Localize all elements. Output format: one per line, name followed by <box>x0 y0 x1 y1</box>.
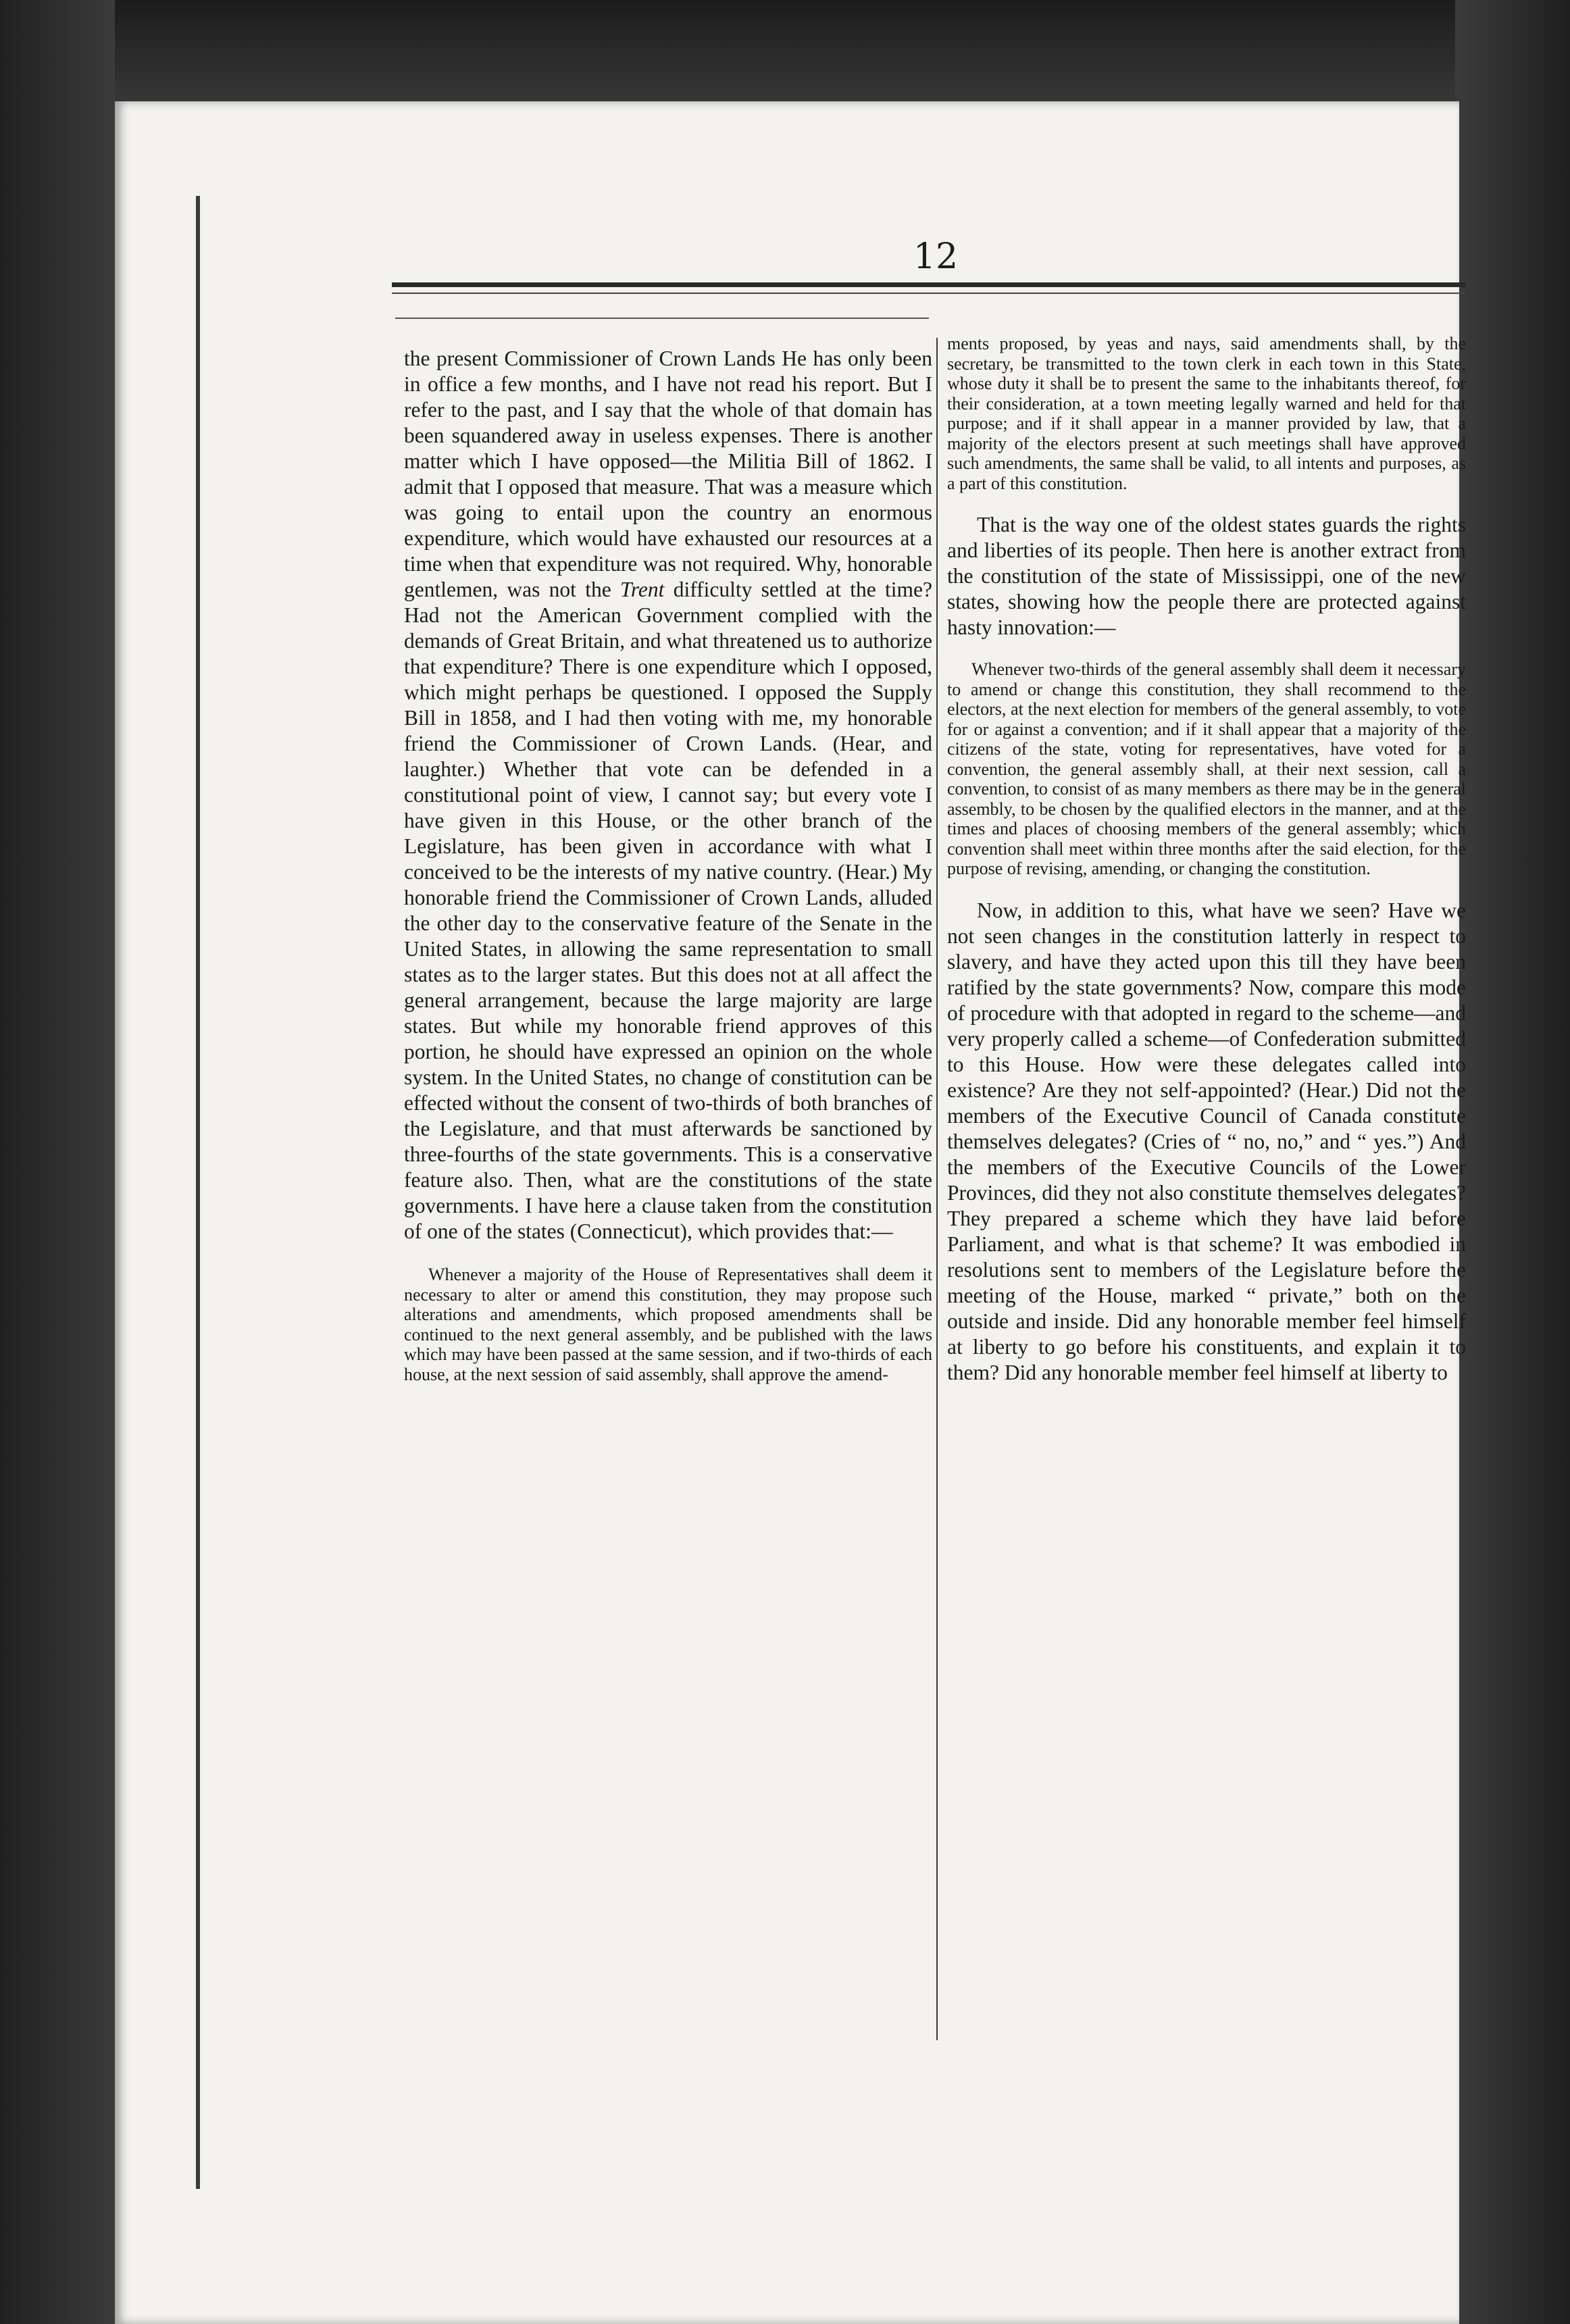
scanner-backdrop-top <box>0 0 1570 115</box>
left-column <box>404 346 932 2048</box>
italic-trent: Trent <box>620 578 665 601</box>
column-divider <box>936 338 938 2040</box>
column-top-rule <box>395 318 929 319</box>
spacer <box>947 493 1466 512</box>
left-paragraph-1-text-b: difficulty settled at the time? Had not the American Government complied with the demands of Great Britain, and what threatened us to authorize that expenditure? There is one expenditure which I opposed, which might perhaps be questioned. I opposed the Supply Bill in 1858, and I had then voting with me, my honorable friend the Commissioner of Crown Lands. (Hear, and laughter.) Whether that vote can be defended in a constitutional point of view, I cannot say; but every vote I have given in this House, or the other branch of the Legislature, has been given in accordance with what I conceived to be the interests of my native country. (Hear.) My honorable friend the Commissioner of Crown Lands, alluded the other day to the conservative feature of the Senate in the United States, in allowing the same representation to small states as to the larger states. But this does not at all affect the general arrangement, because the large majority are large states. But while my honorable friend approves of this portion, he should have expressed an opinion on the whole system. In the United States, no change of constitution can be effected without the consent of two-thirds of both branches of the Legislature, and that must afterwards be sanctioned by three-fourths of the state governments. This is a conservative feature also. Then, what are the constitutions of the state governments. I have here a clause taken from the constitution of one of the states (Connecticut), which provides that:— <box>404 578 933 1243</box>
connecticut-quote: Whenever a majority of the House of Representatives shall deem it necessary to alter or amend this constitution, they may propose such alterations and amendments, which proposed amendments shall be continued to the next general assembly, and be published with the laws which may have been passed at the same session, and if two-thirds of each house, at the next session of said assembly, shall approve the amend- <box>404 1265 932 1384</box>
spacer <box>404 1244 932 1265</box>
page-binding-edge <box>196 196 200 2189</box>
right-column <box>947 334 1466 2043</box>
scanner-backdrop-right <box>1455 0 1570 2324</box>
left-paragraph-1 <box>404 346 932 1244</box>
right-paragraph-2: That is the way one of the oldest states guards the rights and liberties of its people. Then here is another extract from the constitution of the state of Mississippi, one of the new states, showing how the people there are protected against hasty innovation:— <box>947 513 1466 639</box>
header-rule-thick <box>392 282 1466 287</box>
scanner-backdrop-left <box>0 0 115 2324</box>
connecticut-quote-continued: ments proposed, by yeas and nays, said amendments shall, by the secretary, be transmitted to the town clerk in each town in this State, whose duty it shall be to present the same to the inhabitants thereof, for their consideration, at a town meeting legally warned and held for that purpose; and if it shall appear in a manner provided by law, that a majority of the electors present at such meetings shall have approved such amendments, the same shall be valid, to all intents and purposes, as a part of this constitution. <box>947 334 1466 493</box>
spacer <box>947 640 1466 659</box>
right-paragraph-3: Now, in addition to this, what have we seen? Have we not seen changes in the constitution latterly in respect to slavery, and have they acted upon this till they have been ratified by the state governments? Now, compare this mode of procedure with that adopted in regard to the scheme—and very properly called a scheme—of Confederation submitted to this House. How were these delegates called into existence? Are they not self-appointed? (Hear.) Did not the members of the Executive Council of Canada constitute themselves delegates? (Cries of “ no, no,” and “ yes.”) And the members of the Executive Councils of the Lower Provinces, did they not also constitute themselves delegates? They prepared a scheme which they have laid before Parliament, and what is that scheme? It was embodied in resolutions sent to members of the Legislature before the meeting of the House, marked “ private,” both on the outside and inside. Did any honorable member feel himself at liberty to go before his constituents, and explain it to them? Did any honorable member feel himself at liberty to <box>947 898 1466 1384</box>
mississippi-quote: Whenever two-thirds of the general assembly shall deem it necessary to amend or change this constitution, they shall recommend to the electors, at the next election for members of the general assembly, to vote for or against a convention; and if it shall appear that a majority of the citizens of the state, voting for representatives, have voted for a convention, the general assembly shall, at their next session, call a convention, to consist of as many members as there may be in the general assembly, to be chosen by the qualified electors in the manner, and at the times and places of choosing members of the general assembly; which convention shall meet within three months after the said election, for the purpose of revising, amending, or changing the constitution. <box>947 659 1466 878</box>
page-number: 12 <box>913 236 959 277</box>
spacer <box>947 879 1466 898</box>
header-rule-thin <box>392 293 1466 294</box>
left-paragraph-1-text-a: the present Commissioner of Crown Lands He has only been in office a few months, and I have not read his report. But I refer to the past, and I say that the whole of that domain has been squandered away in useless expenses. There is another matter which I have opposed—the Militia Bill of 1862. I admit that I opposed that measure. That was a measure which was going to entail upon the country an enormous expenditure, which would have exhausted our resources at a time when that expenditure was not required. Why, honorable gentlemen, was not the <box>404 347 932 601</box>
